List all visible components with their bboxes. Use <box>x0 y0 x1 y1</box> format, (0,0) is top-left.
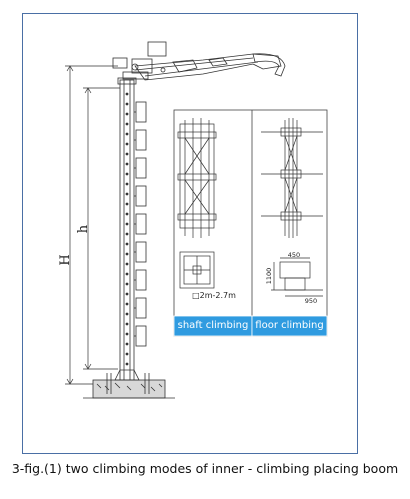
mast-bolt <box>126 323 129 326</box>
mast-bolt <box>126 363 129 366</box>
mast-bolt <box>126 333 129 336</box>
mast-bolt <box>126 153 129 156</box>
climbing-frame <box>136 242 146 262</box>
mast-bolt <box>126 303 129 306</box>
boom-arm <box>113 42 285 80</box>
mast-bolt-column <box>126 93 129 366</box>
mast-bolt <box>126 123 129 126</box>
mast-bolt <box>126 253 129 256</box>
shaft-section-note: □2m-2.7m <box>192 291 236 300</box>
floor-dim-top: 450 <box>287 251 301 259</box>
floor-climbing-label[interactable]: floor climbing <box>255 320 324 331</box>
mast-bolt <box>126 293 129 296</box>
mast-bolt <box>126 203 129 206</box>
mast-bolt <box>126 343 129 346</box>
overall-height-label: H <box>58 254 73 266</box>
mast-bolt <box>126 273 129 276</box>
engineering-drawing <box>23 14 359 455</box>
figure-caption: 3-fig.(1) two climbing modes of inner - climbing placing boom <box>11 461 399 476</box>
mast-bolt <box>126 143 129 146</box>
mast-bolt <box>126 283 129 286</box>
climbing-frame <box>136 326 146 346</box>
mast-bolt <box>126 133 129 136</box>
mast-bolt <box>126 103 129 106</box>
mast-bolt <box>126 173 129 176</box>
figure-frame <box>22 13 358 454</box>
foundation-base <box>83 370 175 398</box>
mast-bolt <box>126 233 129 236</box>
climbing-frame <box>136 102 146 122</box>
mast-bolt <box>126 243 129 246</box>
mast-bolt <box>126 313 129 316</box>
mast-climbing-frames <box>134 102 146 346</box>
shaft-climbing-label[interactable]: shaft climbing <box>177 320 249 331</box>
climbing-frame <box>136 158 146 178</box>
mast-bolt <box>126 353 129 356</box>
mast-bolt <box>126 163 129 166</box>
mast-bolt <box>126 193 129 196</box>
climbing-frame <box>136 214 146 234</box>
mast-bolt <box>126 213 129 216</box>
mast-bolt <box>126 223 129 226</box>
dimension-lines <box>65 66 120 384</box>
mast-bolt <box>126 183 129 186</box>
floor-dim-side: 1100 <box>265 267 273 285</box>
climbing-frame <box>136 298 146 318</box>
climb-height-label: h <box>76 224 91 234</box>
floor-dim-bottom: 950 <box>304 297 318 305</box>
mast-bolt <box>126 93 129 96</box>
climbing-frame <box>136 130 146 150</box>
mast-bolt <box>126 113 129 116</box>
climbing-frame <box>136 186 146 206</box>
climbing-frame <box>136 270 146 290</box>
mast-bolt <box>126 263 129 266</box>
